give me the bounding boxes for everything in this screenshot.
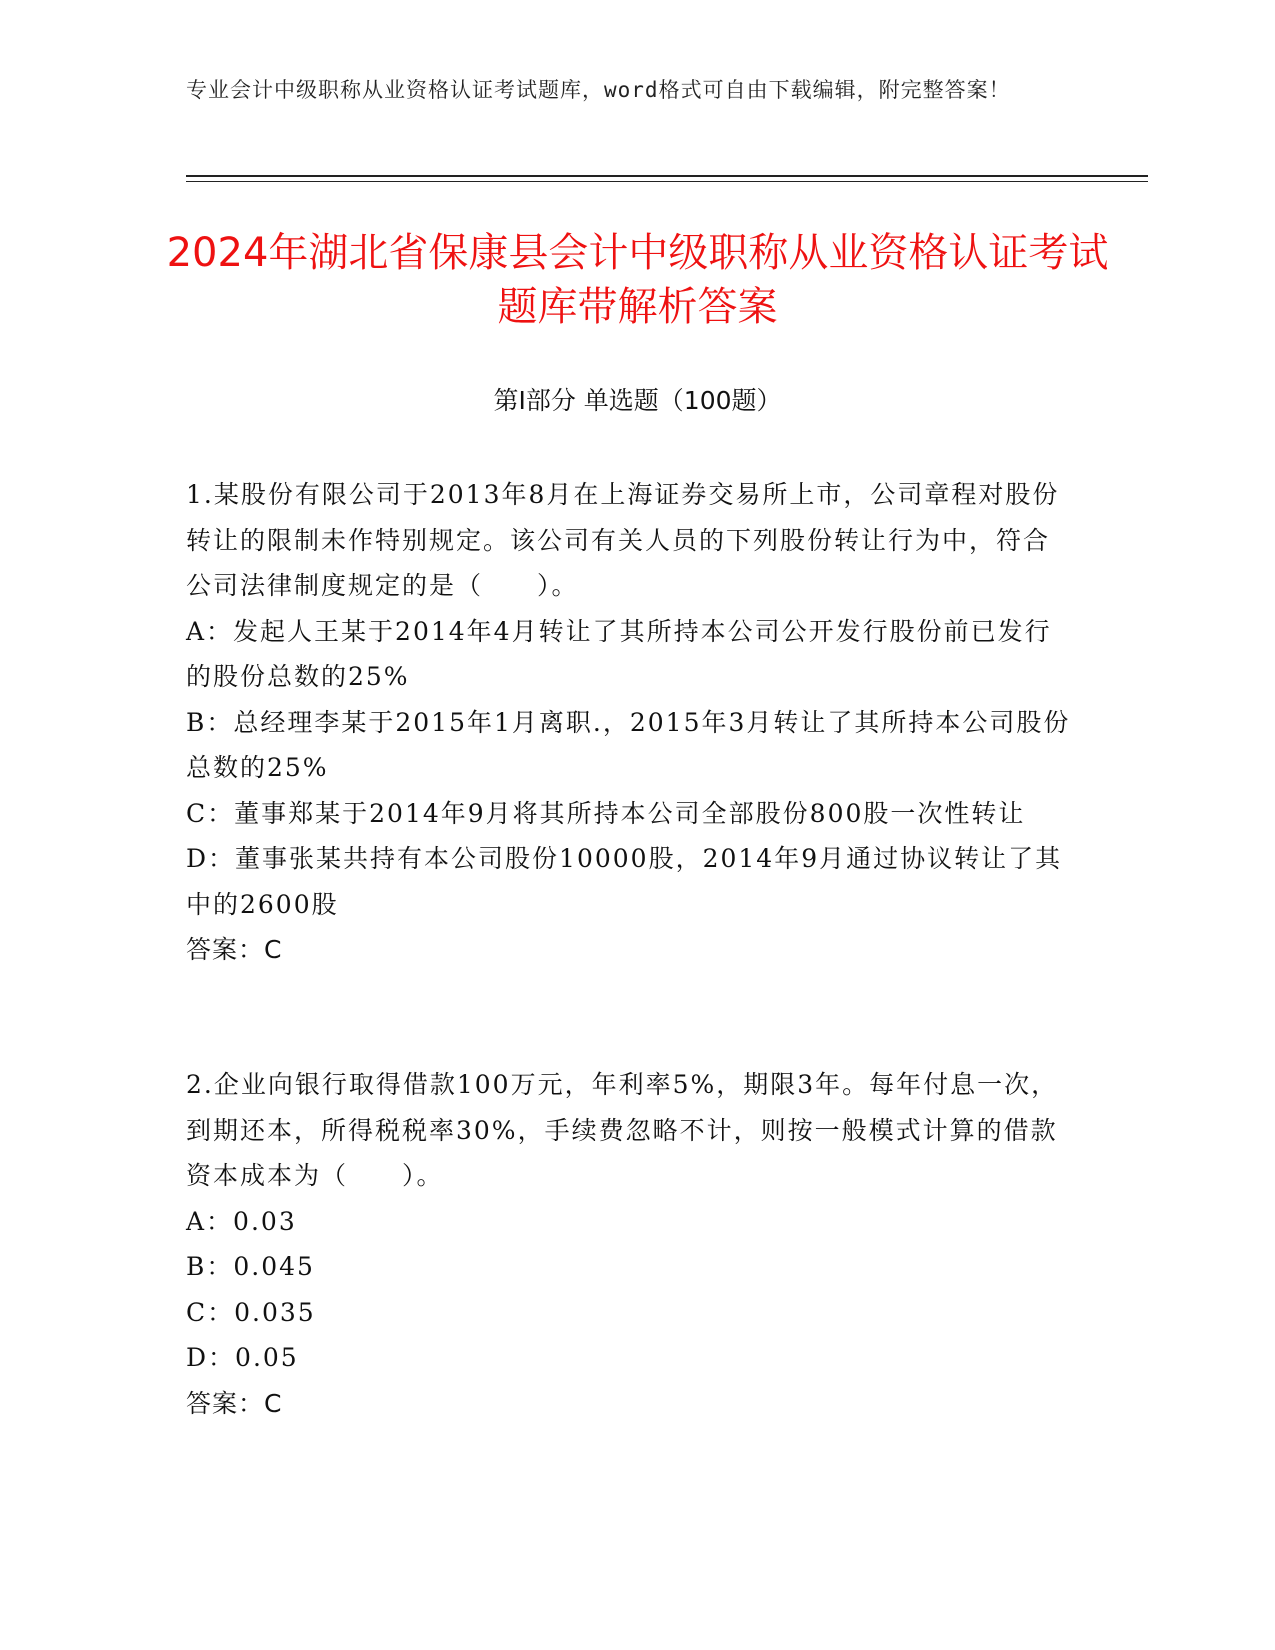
section-heading: 第Ⅰ部分 单选题（100题） [493,386,782,415]
question-stem: 2.企业向银行取得借款100万元，年利率5%，期限3年。每年付息一次，到期还本，所得税税率30%，手续费忽略不计，则按一般模式计算的借款资本成本为（ ）。 [186,1070,1059,1190]
answer: 答案：C [186,1388,283,1418]
question-1 [186,472,1076,973]
option-b: B：总经理李某于2015年1月离职.，2015年3月转让了其所持本公司股份总数的25% [186,707,1071,782]
option-d: D：董事张某共持有本公司股份10000股，2014年9月通过协议转让了其中的2600股 [186,844,1063,919]
header-divider-thick [186,175,1148,177]
question-stem: 1.某股份有限公司于2013年8月在上海证券交易所上市，公司章程对股份转让的限制未作特别规定。该公司有关人员的下列股份转让行为中，符合公司法律制度规定的是（ ）。 [186,480,1060,600]
option-b: B：0.045 [186,1252,315,1281]
question-2 [186,1062,1076,1426]
document-title: 2024年湖北省保康县会计中级职称从业资格认证考试题库带解析答案 [166,230,1109,330]
answer: 答案：C [186,935,283,964]
header-divider-thin [186,181,1148,182]
option-a: A：0.03 [186,1206,297,1236]
option-d: D：0.05 [186,1343,299,1372]
option-c: C：董事郑某于2014年9月将其所持本公司全部股份800股一次性转让 [186,798,1026,828]
option-a: A：发起人王某于2014年4月转让了其所持本公司公开发行股份前已发行的股份总数的25% [186,616,1052,691]
header-note: 专业会计中级职称从业资格认证考试题库，word格式可自由下载编辑，附完整答案！ [186,78,1011,102]
option-c: C：0.035 [186,1297,316,1327]
